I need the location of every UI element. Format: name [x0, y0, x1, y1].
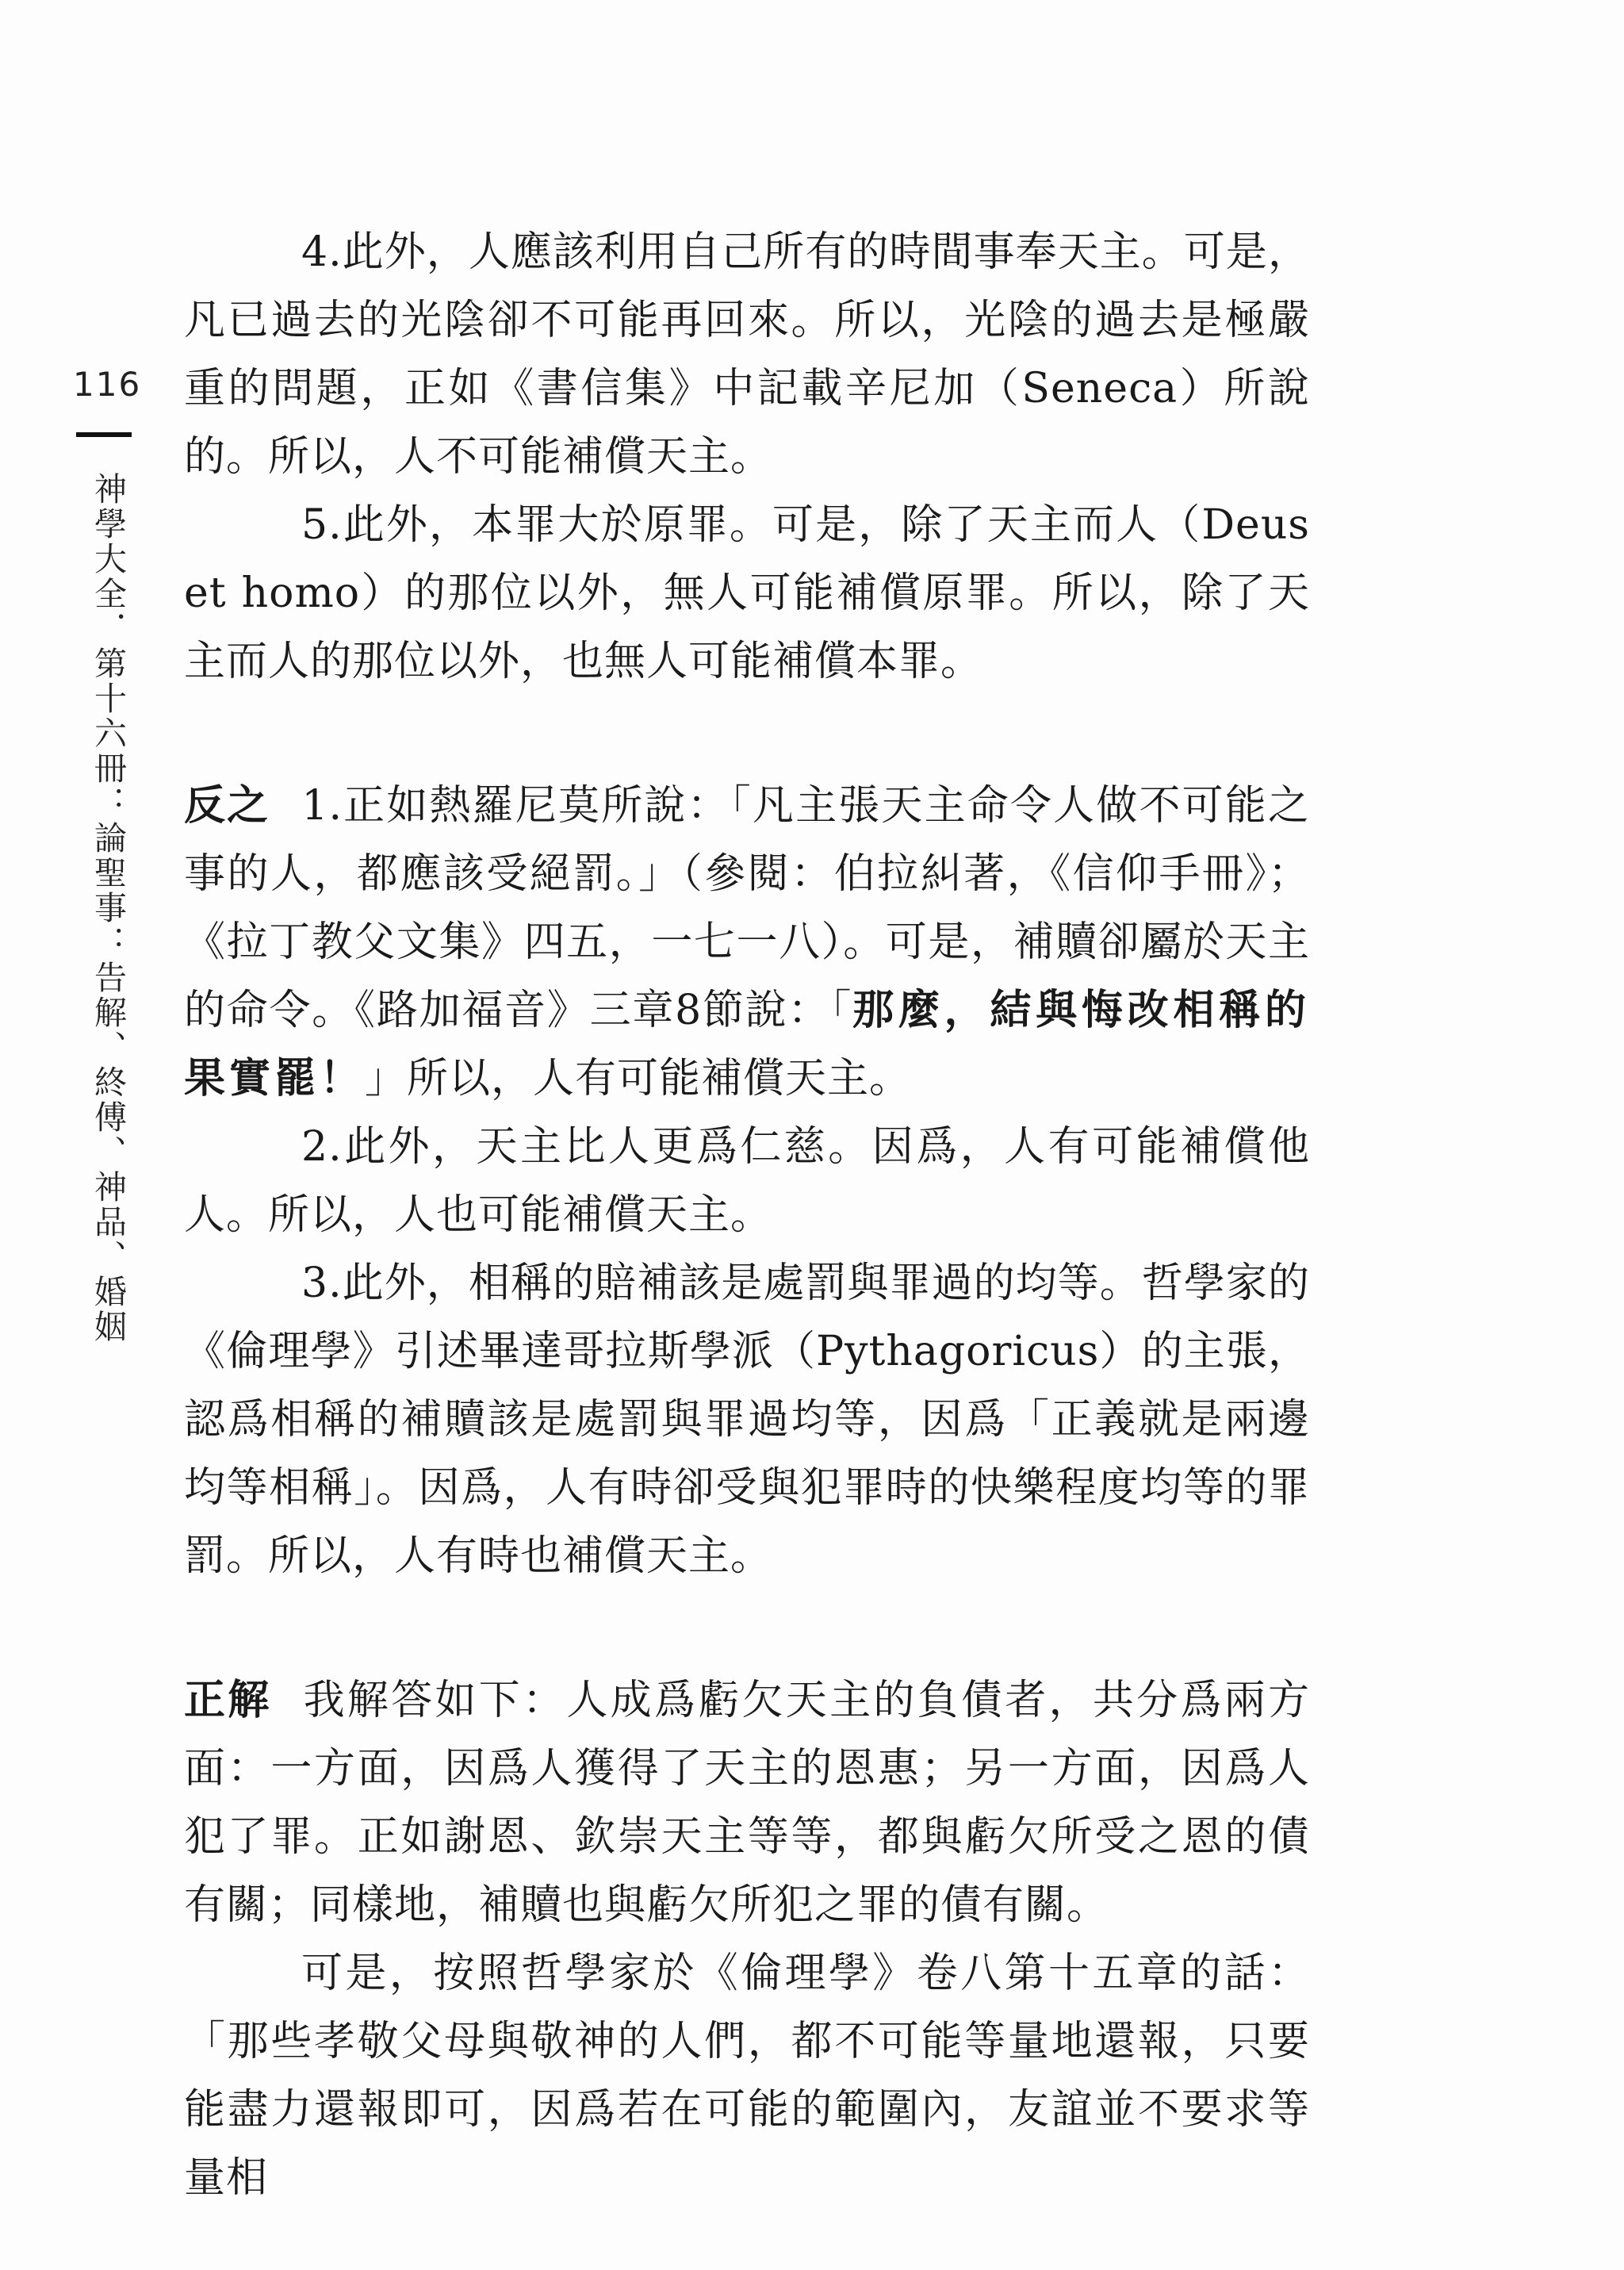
sed-contra-1: [184, 772, 1310, 1113]
sed-contra-1-conclusion: 」所以，人有可能補償天主。: [365, 1055, 912, 1102]
margin-rule: [76, 432, 132, 437]
luke-quote: 那麼，結與悔改相稱的果實罷！: [184, 986, 1310, 1102]
body-text: [184, 218, 1310, 2212]
respondeo-heading: 正解: [184, 1677, 272, 1724]
objection-5: 5.此外，本罪大於原罪。可是，除了天主而人（Deus et homo）的那位以外，無人可能補償原罪。所以，除了天主而人的那位以外，也無人可能補償本罪。: [184, 501, 1310, 685]
objection-4: 4.此外，人應該利用自己所有的時間事奉天主。可是，凡已過去的光陰卻不可能再回來。所以，光陰的過去是極嚴重的問題，正如《書信集》中記載辛尼加（Seneca）所說的。所以，人不可能補償天主。: [184, 228, 1310, 481]
sed-contra-heading: 反之: [184, 782, 270, 830]
sed-contra-3: 3.此外，相稱的賠補該是處罰與罪過的均等。哲學家的《倫理學》引述畢達哥拉斯學派（Pythagoricus）的主張，認爲相稱的補贖該是處罰與罪過均等，因爲「正義就是兩邊均等相稱」。因爲，人有時卻受與犯罪時的快樂程度均等的罪罰。所以，人有時也補償天主。: [184, 1260, 1310, 1580]
running-title: 神學大全．第十六冊：論聖事：告解、終傅、神品、婚姻: [89, 472, 127, 1344]
respondeo-1-text: 我解答如下：人成爲虧欠天主的負債者，共分爲兩方面：一方面，因爲人獲得了天主的恩惠；另一方面，因爲人犯了罪。正如謝恩、欽崇天主等等，都與虧欠所受之恩的債有關；同樣地，補贖也與虧欠所犯之罪的債有關。: [184, 1677, 1310, 1929]
respondeo-1: [184, 1666, 1310, 1939]
sed-contra-1-text: 1.正如熱羅尼莫所說：「凡主張天主命令人做不可能之事的人，都應該受絕罰。」（參閱：伯拉糾著，《信仰手冊》；《拉丁教父文集》四五，一七一八）。可是，補贖卻屬於天主的命令。《路加福音》三章8節說：「: [184, 782, 1310, 1034]
respondeo-2: 可是，按照哲學家於《倫理學》卷八第十五章的話：「那些孝敬父母與敬神的人們，都不可能等量地還報，只要能盡力還報即可，因爲若在可能的範圍內，友誼並不要求等量相: [184, 1950, 1310, 2202]
page-number: 116: [73, 365, 142, 404]
sed-contra-2: 2.此外，天主比人更爲仁慈。因爲，人有可能補償他人。所以，人也可能補償天主。: [184, 1123, 1310, 1239]
page-margin: [73, 365, 144, 437]
